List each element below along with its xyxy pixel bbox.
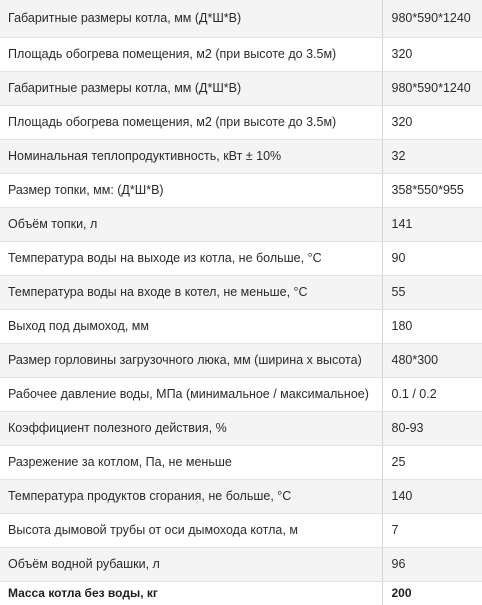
spec-value: 96 — [382, 547, 482, 581]
spec-value: 980*590*1240 — [382, 71, 482, 105]
table-row — [0, 139, 482, 173]
spec-label: Размер горловины загрузочного люка, мм (ширина х высота) — [0, 343, 382, 377]
table-row — [0, 513, 482, 547]
table-row — [0, 377, 482, 411]
spec-value: 0.1 / 0.2 — [382, 377, 482, 411]
table-row — [0, 241, 482, 275]
spec-value: 25 — [382, 445, 482, 479]
table-row — [0, 173, 482, 207]
table-row — [0, 309, 482, 343]
spec-label: Высота дымовой трубы от оси дымохода котла, м — [0, 513, 382, 547]
table-row — [0, 71, 482, 105]
table-row — [0, 479, 482, 513]
spec-value: 200 — [382, 581, 482, 605]
spec-label: Объём топки, л — [0, 207, 382, 241]
spec-value: 320 — [382, 37, 482, 71]
spec-label: Температура продуктов сгорания, не больше, °С — [0, 479, 382, 513]
spec-value: 358*550*955 — [382, 173, 482, 207]
spec-label: Габаритные размеры котла, мм (Д*Ш*В) — [0, 0, 382, 37]
spec-label: Объём водной рубашки, л — [0, 547, 382, 581]
spec-value: 80-93 — [382, 411, 482, 445]
spec-label: Выход под дымоход, мм — [0, 309, 382, 343]
table-row — [0, 0, 482, 37]
spec-label: Температура воды на выходе из котла, не больше, °С — [0, 241, 382, 275]
spec-label: Габаритные размеры котла, мм (Д*Ш*В) — [0, 71, 382, 105]
table-row — [0, 207, 482, 241]
table-row — [0, 343, 482, 377]
spec-label: Масса котла без воды, кг — [8, 586, 158, 601]
spec-value: 480*300 — [382, 343, 482, 377]
spec-label: Размер топки, мм: (Д*Ш*В) — [0, 173, 382, 207]
spec-label: Номинальная теплопродуктивность, кВт ± 10% — [0, 139, 382, 173]
spec-value: 141 — [382, 207, 482, 241]
spec-value: 90 — [382, 241, 482, 275]
spec-value: 320 — [382, 105, 482, 139]
table-row — [0, 581, 482, 605]
table-row — [0, 411, 482, 445]
spec-label: Рабочее давление воды, МПа (минимальное / максимальное) — [0, 377, 382, 411]
spec-value: 32 — [382, 139, 482, 173]
table-row — [0, 275, 482, 309]
spec-value: 980*590*1240 — [382, 0, 482, 37]
spec-value: 55 — [382, 275, 482, 309]
spec-label: Температура воды на входе в котел, не меньше, °С — [0, 275, 382, 309]
spec-value: 180 — [382, 309, 482, 343]
spec-label: Разрежение за котлом, Па, не меньше — [0, 445, 382, 479]
table-row — [0, 105, 482, 139]
spec-value: 140 — [382, 479, 482, 513]
spec-value: 7 — [382, 513, 482, 547]
spec-label: Коэффициент полезного действия, % — [0, 411, 382, 445]
table-row — [0, 37, 482, 71]
spec-label: Площадь обогрева помещения, м2 (при высоте до 3.5м) — [0, 37, 382, 71]
spec-label: Площадь обогрева помещения, м2 (при высоте до 3.5м) — [0, 105, 382, 139]
table-row — [0, 547, 482, 581]
table-row — [0, 445, 482, 479]
